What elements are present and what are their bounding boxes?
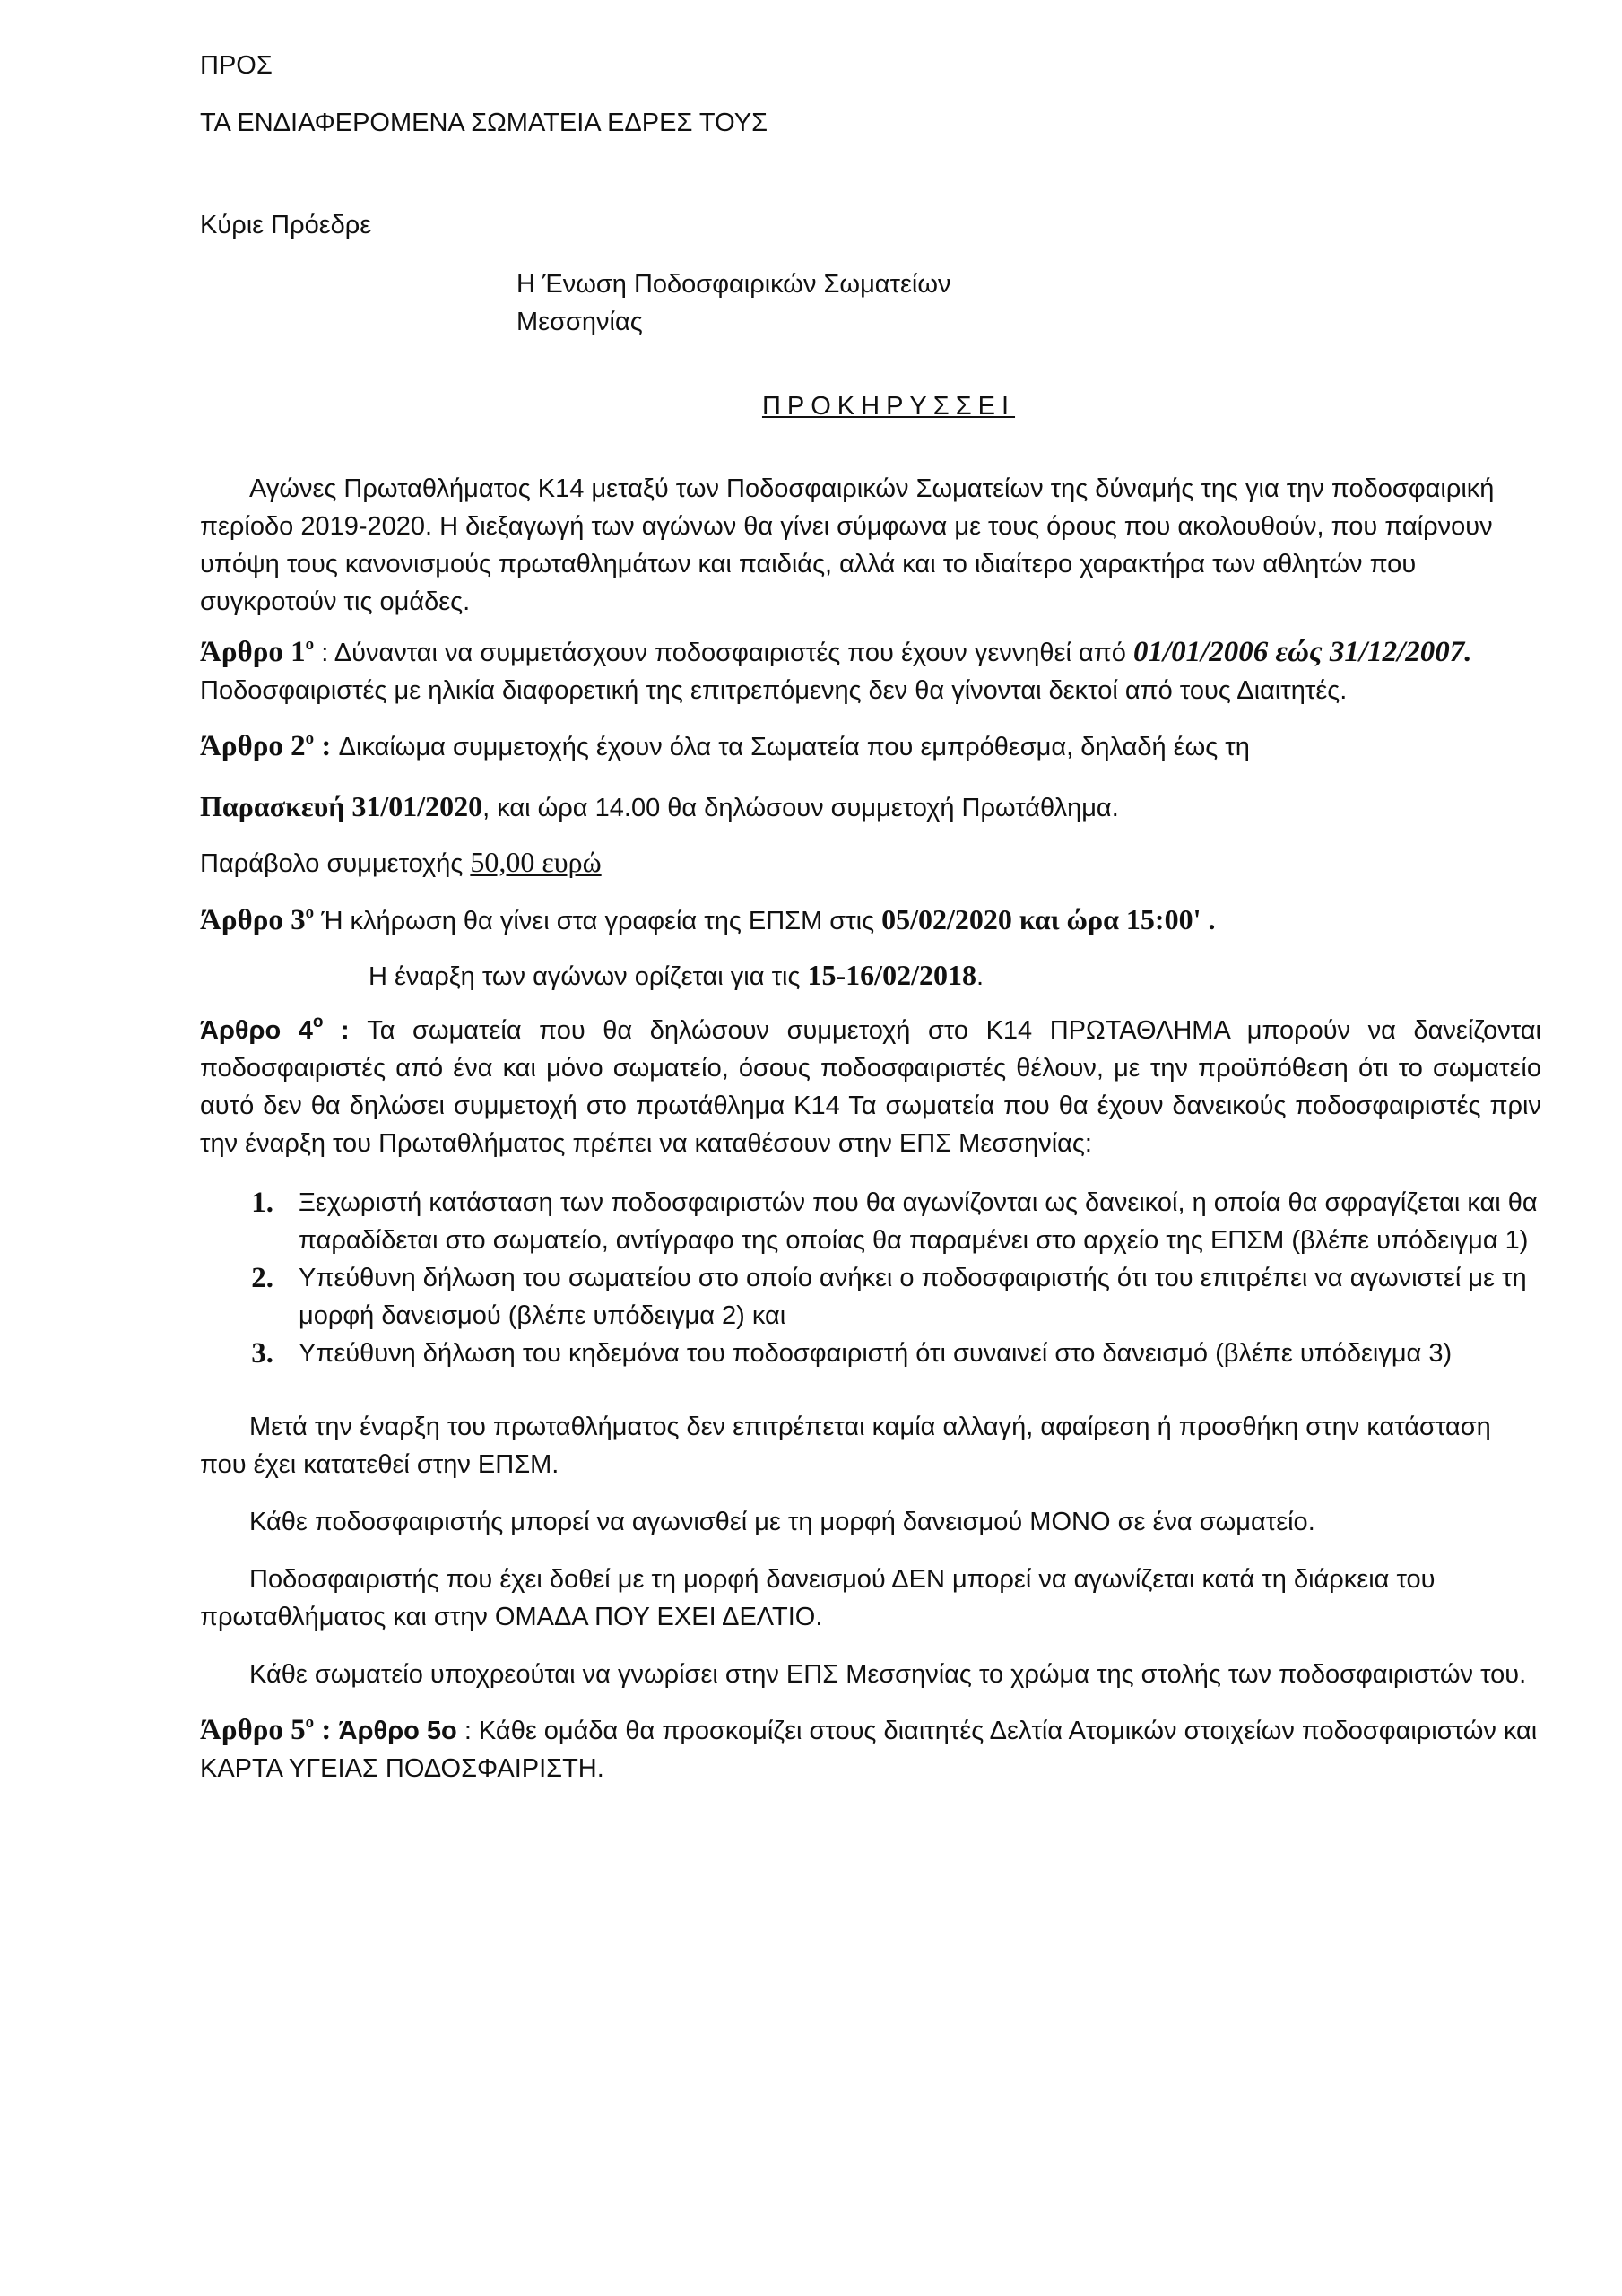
sender-line-1: Η Ένωση Ποδοσφαιρικών Σωματείων: [516, 270, 951, 299]
article-2: Άρθρο $2^o$ : Δικαίωμα συμμετοχής έχουν όλα τα Σωματεία που εμπρόθεσμα, δηλαδή έως τη: [200, 729, 1250, 762]
article-1-dates: 01/01/2006 εώς 31/12/2007.: [1132, 636, 1472, 668]
sender-line-2: Μεσσηνίας: [516, 308, 643, 336]
article-1-label: Άρθρο $1^o$: [200, 635, 315, 668]
article-2-deadline: Παρασκευή 31/01/2020, και ώρα 14.00 θα δηλώσουν συμμετοχή Πρωτάθλημα.: [200, 790, 1119, 822]
article-1: Άρθρο $1^o$ : Δύνανται να συμμετάσχουν ποδοσφαιριστές που έχουν γεννηθεί από 01/01/2006 εώς 31/12/2007. Ποδοσφαιριστές με ηλικία διαφορετική της επιτρεπόμενης δεν θα γίνονται δεκτοί από τους Διαιτητές.: [200, 635, 1472, 705]
article-5-label: Άρθρο $5^o$ :: [200, 1713, 339, 1746]
article-2-label: Άρθρο $2^o$ :: [200, 729, 339, 762]
article-4: Άρθρο $4^o$ : Τα σωματεία που θα δηλώσουν συμμετοχή στο Κ14 ΠΡΩΤΑΘΛΗΜΑ μπορούν να δανείζονται ποδοσφαιριστές από ένα και μόνο σωματείο, όσους ποδοσφαιριστές θέλουν, με την προϋπόθεση ότι το σωματείο αυτό δεν θα δηλώσει συμμετοχή στο πρωτάθλημα Κ14 Τα σωματεία που θα έχουν δανεικούς ποδοσφαιριστές πριν την έναρξη του Πρωταθλήματος πρέπει να καταθέσουν στην ΕΠΣ Μεσσηνίας:: [200, 1013, 1541, 1158]
document-title: ΠΡΟΚΗΡΥΣΣΕΙ: [761, 392, 1016, 421]
article-5-bold-label: Άρθρο 5ο: [338, 1717, 457, 1745]
article-4-label: Άρθρο $4^o$ :: [200, 1013, 368, 1045]
list-item: 3. Υπεύθυνη δήλωση του κηδεμόνα του ποδοσφαιριστή ότι συναινεί στο δανεισμό (βλέπε υπόδειγμα 3): [251, 1337, 1453, 1370]
paragraph-kit-color: Κάθε σωματείο υποχρεούται να γνωρίσει στην ΕΠΣ Μεσσηνίας το χρώμα της στολής των ποδοσφαιριστών του.: [249, 1660, 1527, 1689]
paragraph-no-changes: Μετά την έναρξη του πρωταθλήματος δεν επιτρέπεται καμία αλλαγή, αφαίρεση ή προσθήκη στην κατάσταση που έχει κατατεθεί στην ΕΠΣΜ.: [200, 1413, 1491, 1479]
article-3: Άρθρο $3^o$ Ή κλήρωση θα γίνει στα γραφεία της ΕΠΣΜ στις 05/02/2020 και ώρα 15:00' .: [200, 903, 1216, 936]
list-item: 2. Υπεύθυνη δήλωση του σωματείου στο οποίο ανήκει ο ποδοσφαιριστής ότι του επιτρέπει να αγωνιστεί με τη μορφή δανεισμού (βλέπε υπόδειγμα 2) και: [251, 1262, 1527, 1330]
list-item: 1. Ξεχωριστή κατάσταση των ποδοσφαιριστών που θα αγωνίζονται ως δανεικοί, η οποία θα σφραγίζεται και θα παραδίδεται στο σωματείο, αντίγραφο της οποίας θα παραμένει στο αρχείο της ΕΠΣΜ (βλέπε υπόδειγμα 1): [251, 1187, 1538, 1255]
to-line: ΠΡΟΣ: [200, 51, 273, 80]
intro-paragraph: Αγώνες Πρωταθλήματος Κ14 μεταξύ των Ποδοσφαιρικών Σωματείων της δύναμής της για την ποδοσφαιρική περίοδο 2019-2020. Η διεξαγωγή των αγώνων θα γίνει σύμφωνα με τους όρους που ακολουθούν, που παίρνουν υπόψη τους κανονισμούς πρωταθλημάτων και παιδιάς, αλλά και το ιδιαίτερο χαρακτήρα των αθλητών που συγκροτούν τις ομάδες.: [200, 474, 1495, 616]
draw-date: 05/02/2020 και ώρα 15:00' .: [881, 903, 1216, 935]
required-documents-list: [200, 1184, 1541, 1372]
start-dates: 15-16/02/2018: [807, 959, 976, 991]
paragraph-one-club: Κάθε ποδοσφαιριστής μπορεί να αγωνισθεί με τη μορφή δανεισμού ΜΟΝΟ σε ένα σωματείο.: [249, 1508, 1315, 1536]
start-dates-line: Η έναρξη των αγώνων ορίζεται για τις 15-16/02/2018.: [369, 959, 984, 991]
entry-fee: Παράβολο συμμετοχής 50,00 ευρώ: [200, 846, 602, 878]
deadline-date: Παρασκευή 31/01/2020: [200, 790, 483, 822]
article-3-label: Άρθρο $3^o$: [200, 903, 315, 936]
entry-fee-value: 50,00 ευρώ: [470, 846, 602, 878]
paragraph-loan-restriction: Ποδοσφαιριστής που έχει δοθεί με τη μορφή δανεισμού ΔΕΝ μπορεί να αγωνίζεται κατά τη διάρκεια του πρωταθλήματος και στην ΟΜΑΔΑ ΠΟΥ ΕΧΕΙ ΔΕΛΤΙΟ.: [200, 1565, 1436, 1631]
salutation: Κύριε Πρόεδρε: [200, 211, 372, 239]
article-5: Άρθρο $5^o$ : Άρθρο 5ο : Κάθε ομάδα θα προσκομίζει στους διαιτητές Δελτία Ατομικών στοιχείων ποδοσφαιριστών και ΚΑΡΤΑ ΥΓΕΙΑΣ ΠΟΔΟΣΦΑΙΡΙΣΤΗ.: [200, 1713, 1538, 1783]
recipients-line: ΤΑ ΕΝΔΙΑΦΕΡΟΜΕΝΑ ΣΩΜΑΤΕΙΑ ΕΔΡΕΣ ΤΟΥΣ: [200, 109, 768, 137]
